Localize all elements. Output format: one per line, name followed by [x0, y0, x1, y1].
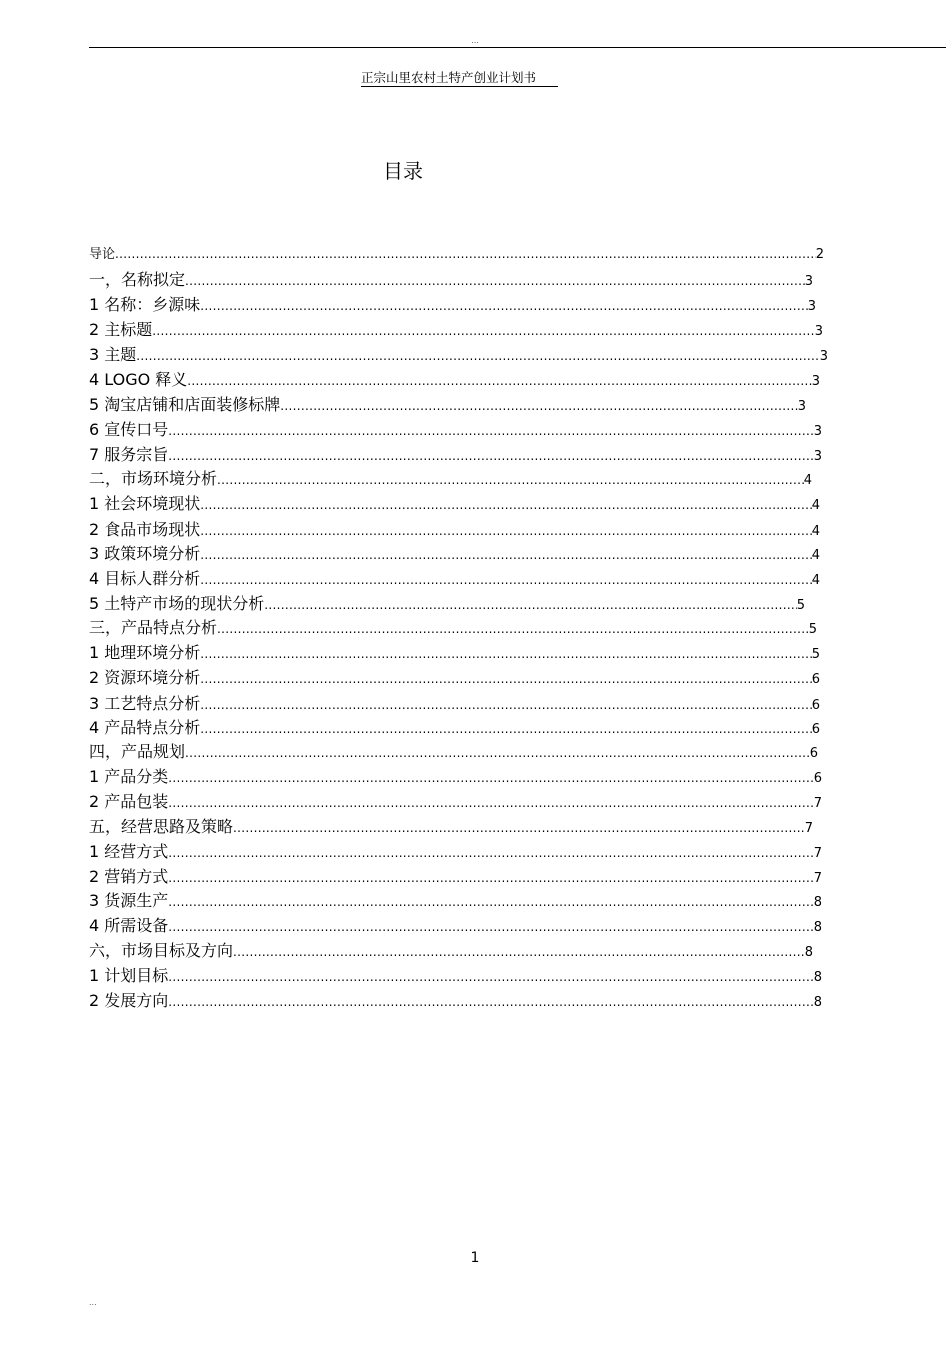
toc-entry-page: 3: [811, 374, 820, 389]
toc-leader-dots: [200, 694, 811, 716]
toc-entry-page: 8: [813, 895, 822, 910]
toc-entry[interactable]: [89, 890, 822, 914]
toc-entry[interactable]: [89, 468, 812, 492]
toc-entry-page: 3: [819, 349, 828, 364]
toc-leader-dots: [168, 966, 813, 988]
toc-leader-dots: [200, 643, 811, 665]
toc-entry-page: 2: [815, 247, 824, 262]
toc-entry[interactable]: [89, 319, 823, 343]
toc-entry-label: 一，名称拟定: [89, 270, 186, 289]
toc-entry-page: 5: [811, 647, 820, 662]
toc-entry-label: 6 宣传口号: [89, 420, 169, 439]
toc-entry-page: 7: [813, 796, 822, 811]
toc-entry-page: 8: [813, 995, 822, 1010]
toc-entry[interactable]: [89, 791, 822, 815]
toc-entry[interactable]: [89, 519, 820, 543]
toc-leader-dots: [168, 842, 813, 864]
toc-entry[interactable]: [89, 419, 822, 443]
toc-entry-page: 7: [804, 821, 813, 836]
toc-entry[interactable]: [89, 568, 820, 592]
toc-leader-dots: [185, 742, 810, 764]
toc-entry-label: 1 地理环境分析: [89, 643, 201, 662]
toc-entry[interactable]: [89, 741, 818, 765]
toc-entry[interactable]: [89, 269, 813, 293]
toc-entry-page: 4: [811, 498, 820, 513]
toc-entry-page: 3: [797, 399, 806, 414]
page-number: 1: [470, 1250, 480, 1266]
toc-entry[interactable]: [89, 667, 820, 691]
toc-entry-label: 1 计划目标: [89, 966, 169, 985]
toc-leader-dots: [200, 569, 811, 591]
toc-entry[interactable]: [89, 444, 822, 468]
toc-entry[interactable]: [89, 593, 805, 617]
toc-entry[interactable]: [89, 294, 816, 318]
toc-leader-dots: [136, 345, 819, 367]
toc-entry-page: 3: [804, 274, 813, 289]
toc-entry-label: 1 社会环境现状: [89, 494, 201, 513]
header-dots: ...: [471, 36, 479, 45]
toc-entry-label: 二，市场环境分析: [89, 469, 218, 488]
toc-entry[interactable]: [89, 493, 820, 517]
toc-entry-page: 4: [811, 573, 820, 588]
toc-entry-page: 5: [808, 622, 817, 637]
toc-leader-dots: [185, 270, 805, 292]
toc-entry-page: 4: [811, 524, 820, 539]
toc-entry[interactable]: [89, 717, 820, 741]
toc-entry-page: 8: [804, 945, 813, 960]
toc-entry[interactable]: [89, 543, 820, 567]
toc-entry-page: 3: [813, 449, 822, 464]
toc-leader-dots: [200, 668, 811, 690]
toc-entry[interactable]: [89, 965, 822, 989]
toc-leader-dots: [200, 494, 811, 516]
toc-entry-label: 2 营销方式: [89, 867, 169, 886]
toc-entry-label: 四，产品规划: [89, 742, 186, 761]
toc-entry-page: 7: [813, 846, 822, 861]
toc-entry[interactable]: [89, 369, 820, 393]
toc-leader-dots: [280, 395, 797, 417]
header-title: 正宗山里农村土特产创业计划书: [361, 70, 558, 87]
toc-entry[interactable]: [89, 344, 828, 368]
toc-entry-page: 4: [803, 473, 812, 488]
toc-leader-dots: [200, 544, 811, 566]
toc-leader-dots: [217, 618, 809, 640]
toc-entry-label: 5 土特产市场的现状分析: [89, 594, 265, 613]
toc-entry-label: 1 产品分类: [89, 767, 169, 786]
toc-entry-label: 4 所需设备: [89, 916, 169, 935]
toc-leader-dots: [187, 370, 811, 392]
toc-entry[interactable]: [89, 990, 822, 1014]
toc-leader-dots: [168, 767, 813, 789]
toc-entry[interactable]: [89, 940, 813, 964]
toc-leader-dots: [200, 718, 811, 740]
toc-entry-page: 6: [811, 698, 820, 713]
toc-entry-label: 2 资源环境分析: [89, 668, 201, 687]
toc-entry-page: 4: [811, 548, 820, 563]
toc-leader-dots: [168, 991, 813, 1013]
toc-entry-label: 3 政策环境分析: [89, 544, 201, 563]
toc-leader-dots: [168, 420, 813, 442]
toc-leader-dots: [168, 916, 813, 938]
toc-entry-page: 6: [811, 722, 820, 737]
toc-leader-dots: [200, 295, 807, 317]
toc-entry-page: 8: [813, 970, 822, 985]
toc-leader-dots: [152, 320, 814, 342]
toc-entry-label: 2 主标题: [89, 320, 153, 339]
toc-entry-label: 3 主题: [89, 345, 137, 364]
toc-entry-label: 六，市场目标及方向: [89, 941, 234, 960]
toc-entry-label: 2 食品市场现状: [89, 520, 201, 539]
toc-entry-page: 6: [813, 771, 822, 786]
toc-entry-label: 三，产品特点分析: [89, 618, 218, 637]
toc-entry-page: 3: [807, 299, 816, 314]
toc-leader-dots: [217, 469, 804, 491]
toc-entry-label: 5 淘宝店铺和店面装修标牌: [89, 395, 281, 414]
toc-entry-label: 2 发展方向: [89, 991, 169, 1010]
toc-entry-label: 导论: [89, 247, 116, 262]
toc-entry-label: 1 名称：乡源味: [89, 295, 201, 314]
footer-dots: ...: [89, 1298, 97, 1307]
toc-entry[interactable]: [89, 693, 820, 717]
toc-leader-dots: [200, 520, 811, 542]
toc-leader-dots: [233, 817, 805, 839]
toc-entry-page: 6: [809, 746, 818, 761]
toc-entry-label: 4 LOGO 释义: [89, 370, 188, 389]
toc-entry[interactable]: [89, 915, 822, 939]
header-rule: [89, 47, 946, 48]
toc-leader-dots: [168, 891, 813, 913]
toc-entry[interactable]: [89, 243, 824, 266]
toc-leader-dots: [115, 243, 816, 265]
toc-entry-page: 7: [813, 871, 822, 886]
toc-entry-label: 3 货源生产: [89, 891, 169, 910]
toc-leader-dots: [168, 867, 813, 889]
toc-entry[interactable]: [89, 617, 817, 641]
toc-entry[interactable]: [89, 841, 822, 865]
toc-entry-label: 4 产品特点分析: [89, 718, 201, 737]
toc-entry-page: 5: [796, 598, 805, 613]
toc-entry-page: 8: [813, 920, 822, 935]
toc-entry[interactable]: [89, 866, 822, 890]
toc-entry-label: 3 工艺特点分析: [89, 694, 201, 713]
toc-entry-label: 五，经营思路及策略: [89, 817, 234, 836]
toc-entry[interactable]: [89, 766, 822, 790]
toc-heading: 目录: [383, 159, 423, 183]
toc-leader-dots: [233, 941, 805, 963]
toc-entry-page: 3: [814, 324, 823, 339]
toc-entry[interactable]: [89, 642, 820, 666]
toc-entry-page: 6: [811, 672, 820, 687]
toc-entry-label: 7 服务宗旨: [89, 445, 169, 464]
toc-entry-label: 1 经营方式: [89, 842, 169, 861]
toc-leader-dots: [168, 445, 813, 467]
toc-entry[interactable]: [89, 394, 806, 418]
toc-entry[interactable]: [89, 816, 813, 840]
toc-entry-label: 4 目标人群分析: [89, 569, 201, 588]
toc-leader-dots: [264, 594, 796, 616]
toc-entry-page: 3: [813, 424, 822, 439]
toc-leader-dots: [168, 792, 813, 814]
toc-entry-label: 2 产品包装: [89, 792, 169, 811]
